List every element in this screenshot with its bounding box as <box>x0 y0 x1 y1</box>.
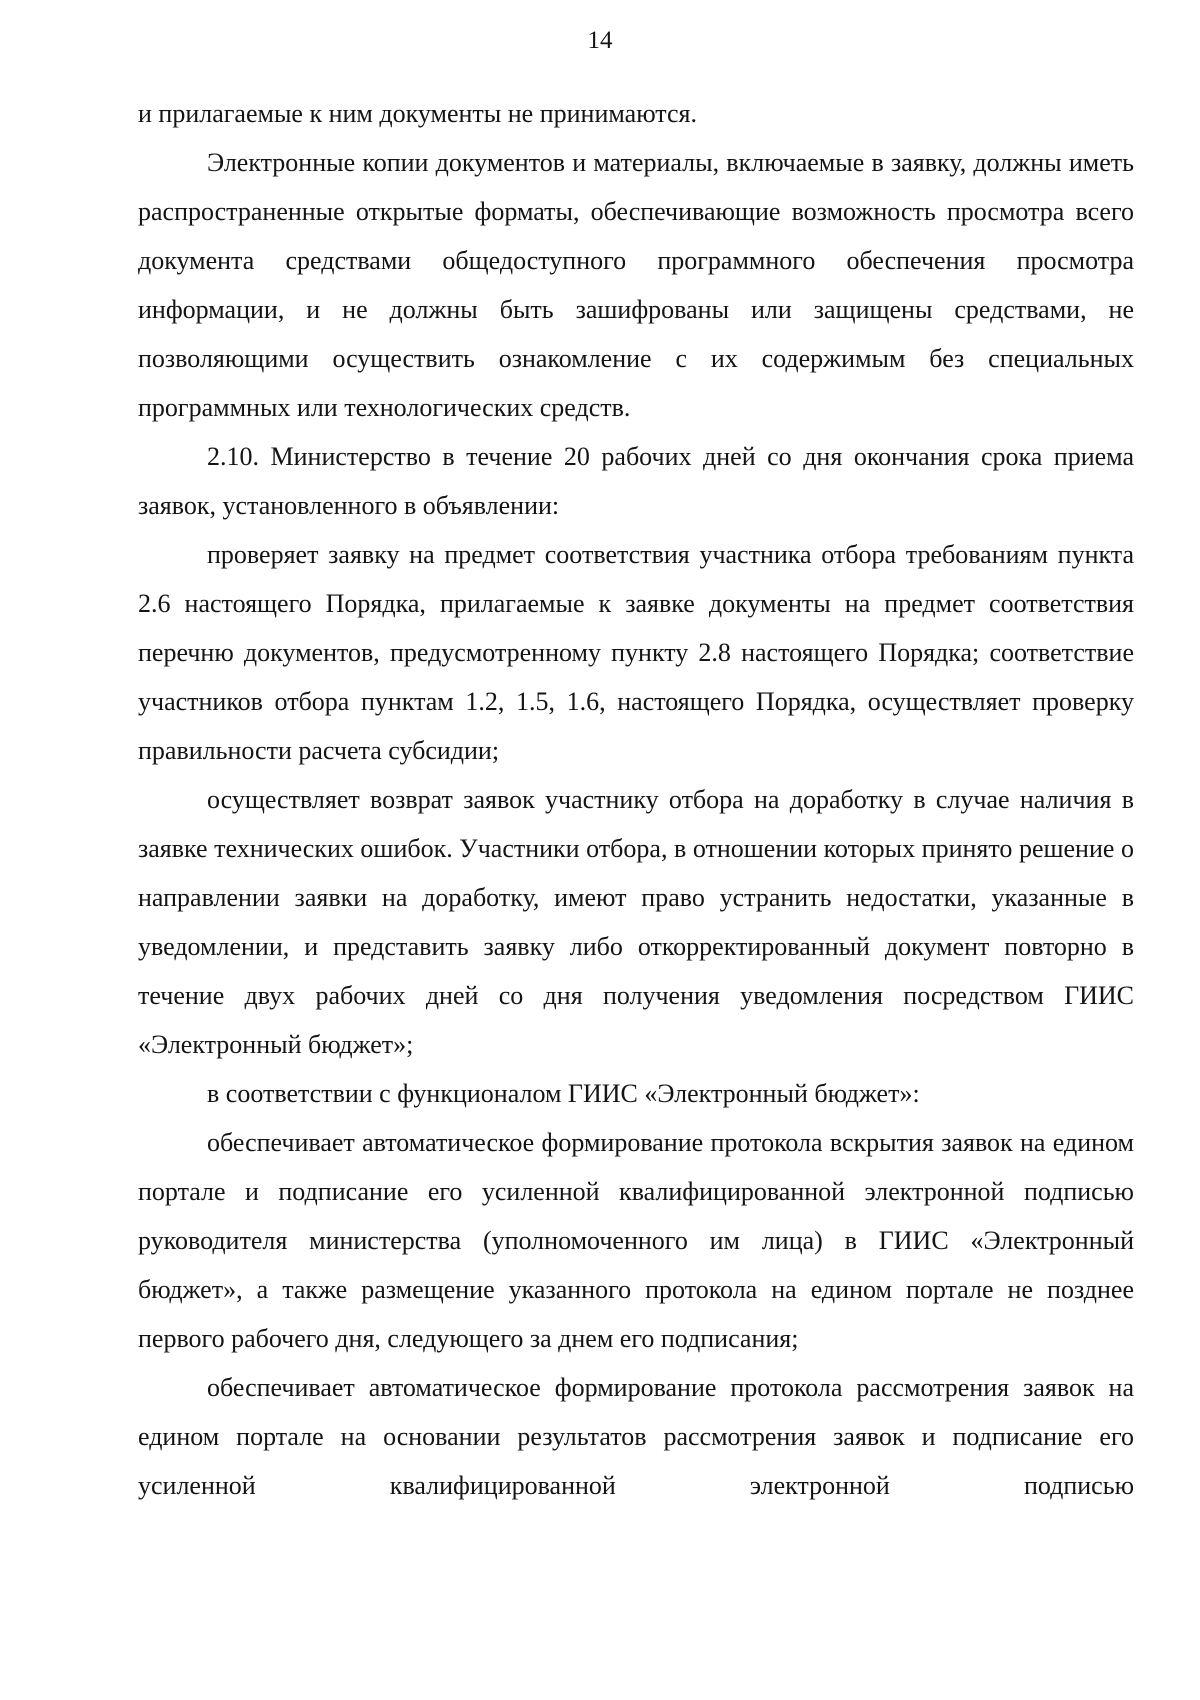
paragraph-electronic-copies: Электронные копии документов и материалы, включаемые в заявку, должны иметь распространенные открытые форматы, обеспечивающие возможность просмотра всего документа средствами общедоступного программного обеспечения просмотра информации, и не должны быть зашифрованы или защищены средствами, не позволяющими осуществить ознакомление с их содержимым без специальных программных или технологических средств. <box>138 148 1134 422</box>
paragraph-checks-application: проверяет заявку на предмет соответствия участника отбора требованиям пункта 2.6 настоящего Порядка, прилагаемые к заявке документы на предмет соответствия перечню документов, предусмотренному пункту 2.8 настоящего Порядка; соответствие участников отбора пунктам 1.2, 1.5, 1.6, настоящего Порядка, осуществляет проверку правильности расчета субсидии; <box>138 540 1134 765</box>
paragraph-2-10: 2.10. Министерство в течение 20 рабочих дней со дня окончания срока приема заявок, установленного в объявлении: <box>138 442 1134 520</box>
paragraph-continuation: и прилагаемые к ним документы не принимаются. <box>138 99 697 128</box>
paragraph-returns-applications: осуществляет возврат заявок участнику отбора на доработку в случае наличия в заявке технических ошибок. Участники отбора, в отношении которых принято решение о направлении заявки на доработку, имеют право устранить недостатки, указанные в уведомлении, и представить заявку либо откорректированный документ повторно в течение двух рабочих дней со дня получения уведомления посредством ГИИС «Электронный бюджет»; <box>138 785 1134 1059</box>
paragraph-giis-functionality: в соответствии с функционалом ГИИС «Электронный бюджет»: <box>207 1079 920 1108</box>
document-body <box>138 89 1134 1510</box>
paragraph-review-protocol: обеспечивает автоматическое формирование протокола рассмотрения заявок на едином портале на основании результатов рассмотрения заявок и подписание его усиленной квалифицированной электронной подписью <box>138 1373 1134 1500</box>
paragraph-opening-protocol: обеспечивает автоматическое формирование протокола вскрытия заявок на едином портале и подписание его усиленной квалифицированной электронной подписью руководителя министерства (уполномоченного им лица) в ГИИС «Электронный бюджет», а также размещение указанного протокола на едином портале не позднее первого рабочего дня, следующего за днем его подписания; <box>138 1128 1134 1353</box>
page-number: 14 <box>587 27 613 54</box>
